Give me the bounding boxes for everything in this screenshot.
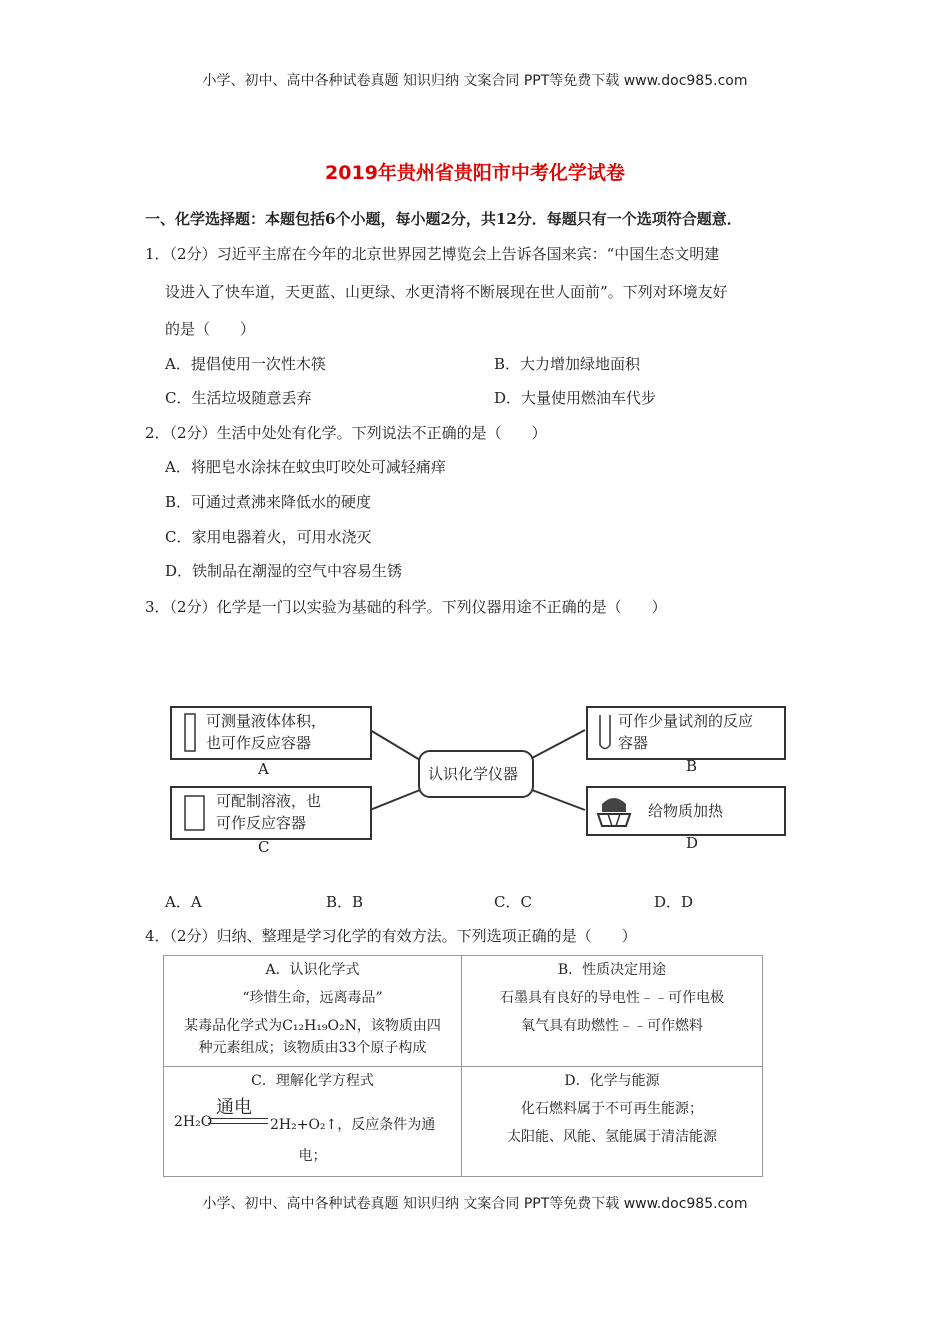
q3-option-a: A．A: [165, 893, 202, 911]
cell-a-line3: 种元素组成；该物质由33个原子构成: [198, 1040, 427, 1056]
equation-right: 2H₂+O₂↑，反应条件为通: [270, 1117, 436, 1133]
q1-option-d: D．大量使用燃油车代步: [494, 389, 657, 407]
box-b-text1: 可作少量试剂的反应: [618, 712, 754, 730]
box-b-text2: 容器: [618, 734, 649, 752]
q2-option-b: B．可通过煮沸来降低水的硬度: [165, 493, 372, 511]
q4-table: [163, 955, 763, 1177]
cell-d-line2: 太阳能、风能、氢能属于清洁能源: [507, 1129, 717, 1145]
box-c: [170, 786, 372, 840]
connector-a: [370, 730, 420, 760]
cell-a-title: A．认识化学式: [265, 962, 360, 978]
cell-a-line2: 某毒品化学式为C₁₂H₁₉O₂N，该物质由四: [184, 1018, 441, 1034]
cell-d-line1: 化石燃料属于不可再生能源；: [521, 1101, 703, 1117]
box-d: [586, 786, 786, 836]
q1-line1: 1．（2分）习近平主席在今年的北京世界园艺博览会上告诉各国来宾：“中国生态文明建: [145, 245, 720, 263]
cell-b-line1: 石墨具有良好的导电性﹣﹣可作电极: [500, 990, 724, 1006]
box-c-text2: 可作反应容器: [216, 814, 307, 832]
label-b: B: [686, 757, 698, 775]
box-c-text1: 可配制溶液，也: [216, 792, 322, 810]
q3-line1: 3．（2分）化学是一门以实验为基础的科学。下列仪器用途不正确的是（ ）: [145, 598, 667, 616]
cell-b-title: B．性质决定用途: [557, 962, 667, 978]
q1-line2: 设进入了快车道，天更蓝、山更绿、水更清将不断展现在世人面前”。下列对环境友好: [165, 283, 728, 301]
page-footer: 小学、初中、高中各种试卷真题 知识归纳 文案合同 PPT等免费下载 www.doc985.com: [202, 1196, 748, 1212]
box-a: [170, 706, 372, 760]
label-d: D: [686, 834, 699, 852]
q2-line1: 2．（2分）生活中处处有化学。下列说法不正确的是（ ）: [145, 424, 547, 442]
q2-option-c: C．家用电器着火，可用水浇灭: [165, 528, 372, 546]
q3-option-c: C．C: [494, 893, 532, 911]
equation-condition: 通电: [216, 1097, 252, 1118]
page-title: 2019年贵州省贵阳市中考化学试卷: [325, 162, 625, 184]
beaker-icon: [182, 793, 208, 833]
q1-option-a: A．提倡使用一次性木筷: [165, 355, 326, 373]
box-a-text2: 也可作反应容器: [206, 734, 312, 752]
crucible-tongs-icon: [592, 790, 636, 830]
connector-c: [370, 790, 420, 810]
cell-d-title: D．化学与能源: [564, 1073, 660, 1089]
box-d-text1: 给物质加热: [648, 802, 724, 820]
cell-c-line3: 电；: [298, 1148, 327, 1164]
equation-arrow: [208, 1118, 268, 1124]
cell-c-title: C．理解化学方程式: [251, 1073, 374, 1089]
q2-option-d: D．铁制品在潮湿的空气中容易生锈: [165, 562, 403, 580]
section-heading: 一、化学选择题：本题包括6个小题，每小题2分，共12分．每题只有一个选项符合题意．: [145, 210, 742, 228]
q4-line1: 4．（2分）归纳、整理是学习化学的有效方法。下列选项正确的是（ ）: [145, 927, 637, 945]
label-a: A: [258, 760, 269, 778]
cell-a-line1: “珍惜生命，远离毒品”: [242, 990, 383, 1006]
q3-option-d: D．D: [654, 893, 694, 911]
label-c: C: [258, 838, 270, 856]
q2-option-a: A．将肥皂水涂抹在蚊虫叮咬处可减轻痛痒: [165, 458, 446, 476]
test-tube-icon: [596, 713, 614, 753]
cell-b-line2: 氧气具有助燃性﹣﹣可作燃料: [521, 1018, 703, 1034]
q1-option-b: B．大力增加绿地面积: [494, 355, 641, 373]
page-header: 小学、初中、高中各种试卷真题 知识归纳 文案合同 PPT等免费下载 www.doc985.com: [202, 73, 748, 89]
q3-option-b: B．B: [326, 893, 364, 911]
connector-b: [532, 730, 585, 758]
box-b: [586, 706, 786, 760]
connector-d: [532, 790, 585, 810]
q1-option-c: C．生活垃圾随意丢弃: [165, 389, 312, 407]
box-a-text1: 可测量液体体积，: [206, 712, 327, 730]
equation-left: 2H₂O: [174, 1114, 213, 1130]
center-text: 认识化学仪器: [428, 765, 519, 783]
graduated-cylinder-icon: [182, 713, 200, 753]
center-box: [418, 750, 534, 798]
q1-line3: 的是（ ）: [165, 320, 256, 338]
